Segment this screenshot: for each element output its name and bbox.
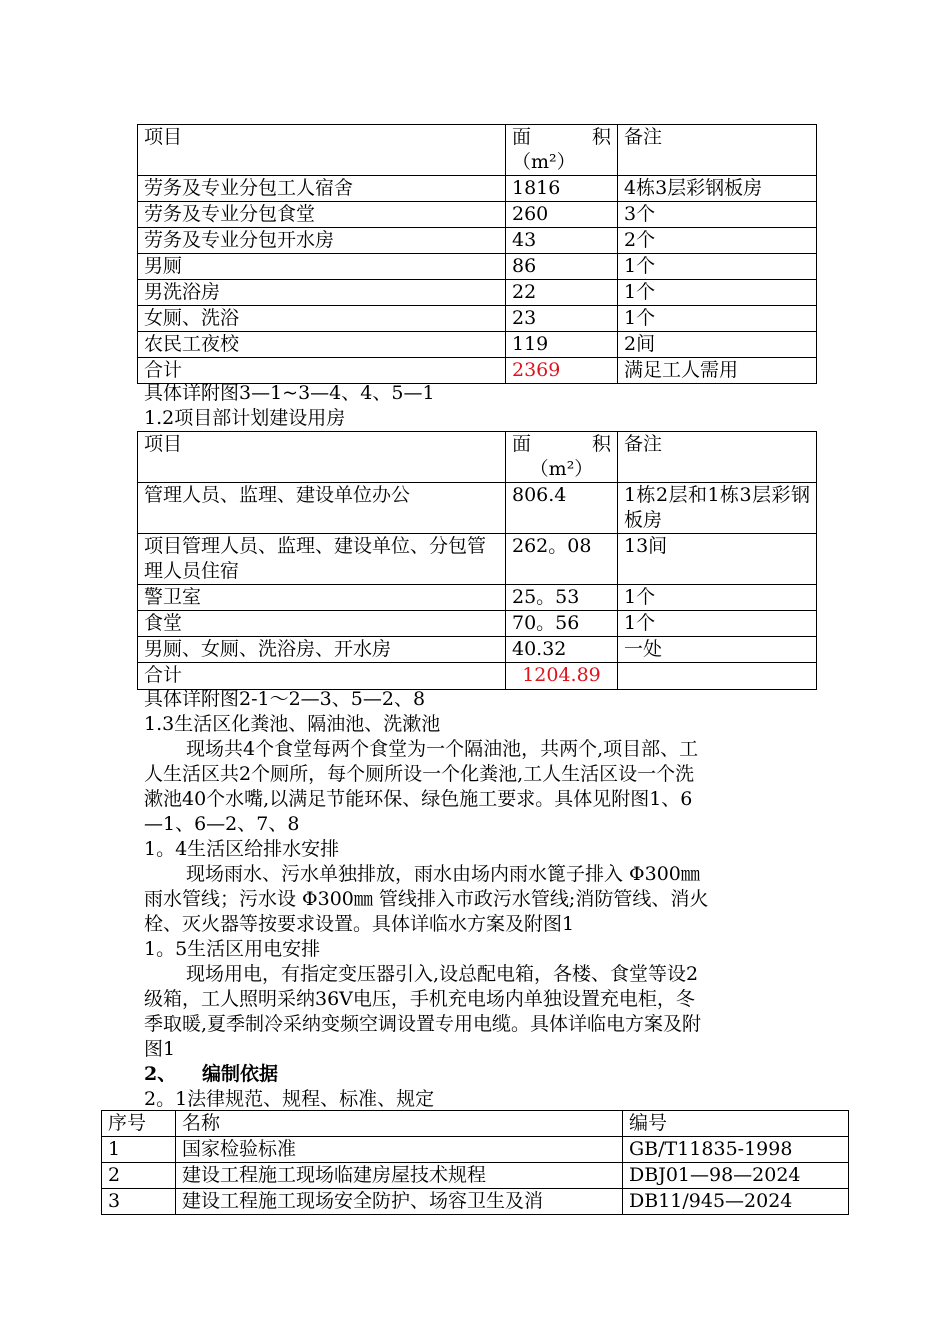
paragraph: 具体详附图3—1~3—4、4、5—1 — [144, 382, 435, 404]
table-row: 管理人员、监理、建设单位办公 806.4 1栋2层和1栋3层彩钢板房 — [138, 483, 817, 534]
table-header-row — [138, 432, 817, 483]
table-row: 警卫室 25。53 1个 — [138, 585, 817, 611]
header-item: 项目 — [138, 432, 506, 483]
paragraph-line: 季取暖,夏季制冷采纳变频空调设置专用电缆。具体详临电方案及附 — [144, 1013, 702, 1035]
header-area: 面 积 （m²） — [506, 125, 618, 176]
table-row: 男厕 86 1个 — [138, 254, 817, 280]
section-heading: 2。1法律规范、规程、标准、规定 — [144, 1088, 435, 1110]
paragraph-line: 栓、灭火器等按要求设置。具体详临水方案及附图1 — [144, 913, 575, 935]
paragraph-line: 漱池40个水嘴,以满足节能环保、绿色施工要求。具体见附图1、6 — [144, 788, 693, 810]
table-header-row — [102, 1111, 849, 1137]
office-table — [137, 431, 817, 690]
paragraph-line: 人生活区共2个厕所，每个厕所设一个化粪池,工人生活区设一个洗 — [144, 763, 695, 785]
chapter-number: 2、 — [144, 1063, 177, 1085]
header-name: 名称 — [176, 1111, 623, 1137]
table-row: 食堂 70。56 1个 — [138, 611, 817, 637]
header-note: 备注 — [618, 125, 817, 176]
total-area: 2369 — [506, 358, 618, 384]
paragraph-line: —1、6—2、7、8 — [144, 813, 300, 835]
standards-table — [101, 1110, 849, 1215]
section-heading: 1。5生活区用电安排 — [144, 938, 321, 960]
header-code: 编号 — [623, 1111, 849, 1137]
paragraph-line: 现场共4个食堂每两个食堂为一个隔油池，共两个,项目部、工 — [186, 738, 699, 760]
table-row: 项目管理人员、监理、建设单位、分包管理人员住宿 262。08 13间 — [138, 534, 817, 585]
header-area: 面 积 （m²） — [506, 432, 618, 483]
table-row: 女厕、洗浴 23 1个 — [138, 306, 817, 332]
paragraph-line: 级箱，工人照明采纳36V电压，手机充电场内单独设置充电柜，冬 — [144, 988, 695, 1010]
table-row: 2 建设工程施工现场临建房屋技术规程 DBJ01—98—2024 — [102, 1163, 849, 1189]
header-note: 备注 — [618, 432, 817, 483]
table-row: 1 国家检验标准 GB/T11835-1998 — [102, 1137, 849, 1163]
total-area: 1204.89 — [506, 663, 618, 690]
header-no: 序号 — [102, 1111, 176, 1137]
paragraph-line: 图1 — [144, 1038, 176, 1060]
table-row: 劳务及专业分包开水房 43 2个 — [138, 228, 817, 254]
table-row: 男洗浴房 22 1个 — [138, 280, 817, 306]
table-row: 劳务及专业分包食堂 260 3个 — [138, 202, 817, 228]
table-row: 农民工夜校 119 2间 — [138, 332, 817, 358]
section-heading: 1.3生活区化粪池、隔油池、洗漱池 — [144, 713, 441, 735]
table-row: 劳务及专业分包工人宿舍 1816 4栋3层彩钢板房 — [138, 176, 817, 202]
section-heading: 1。4生活区给排水安排 — [144, 838, 340, 860]
section-heading: 1.2项目部计划建设用房 — [144, 407, 346, 429]
paragraph-line: 现场雨水、污水单独排放，雨水由场内雨水篦子排入 Φ300㎜ — [186, 863, 700, 885]
dormitory-table — [137, 124, 817, 384]
table-header-row — [138, 125, 817, 176]
chapter-title: 编制依据 — [202, 1063, 279, 1085]
header-item: 项目 — [138, 125, 506, 176]
paragraph: 具体详附图2-1～2—3、5—2、8 — [144, 688, 426, 710]
table-total-row: 合计 2369 满足工人需用 — [138, 358, 817, 384]
table-row: 男厕、女厕、洗浴房、开水房 40.32 一处 — [138, 637, 817, 663]
table-total-row: 合计 1204.89 — [138, 663, 817, 690]
table-row: 3 建设工程施工现场安全防护、场容卫生及消 DB11/945—2024 — [102, 1189, 849, 1215]
paragraph-line: 雨水管线；污水设 Φ300㎜ 管线排入市政污水管线;消防管线、消火 — [144, 888, 709, 910]
paragraph-line: 现场用电，有指定变压器引入,设总配电箱，各楼、食堂等设2 — [186, 963, 699, 985]
